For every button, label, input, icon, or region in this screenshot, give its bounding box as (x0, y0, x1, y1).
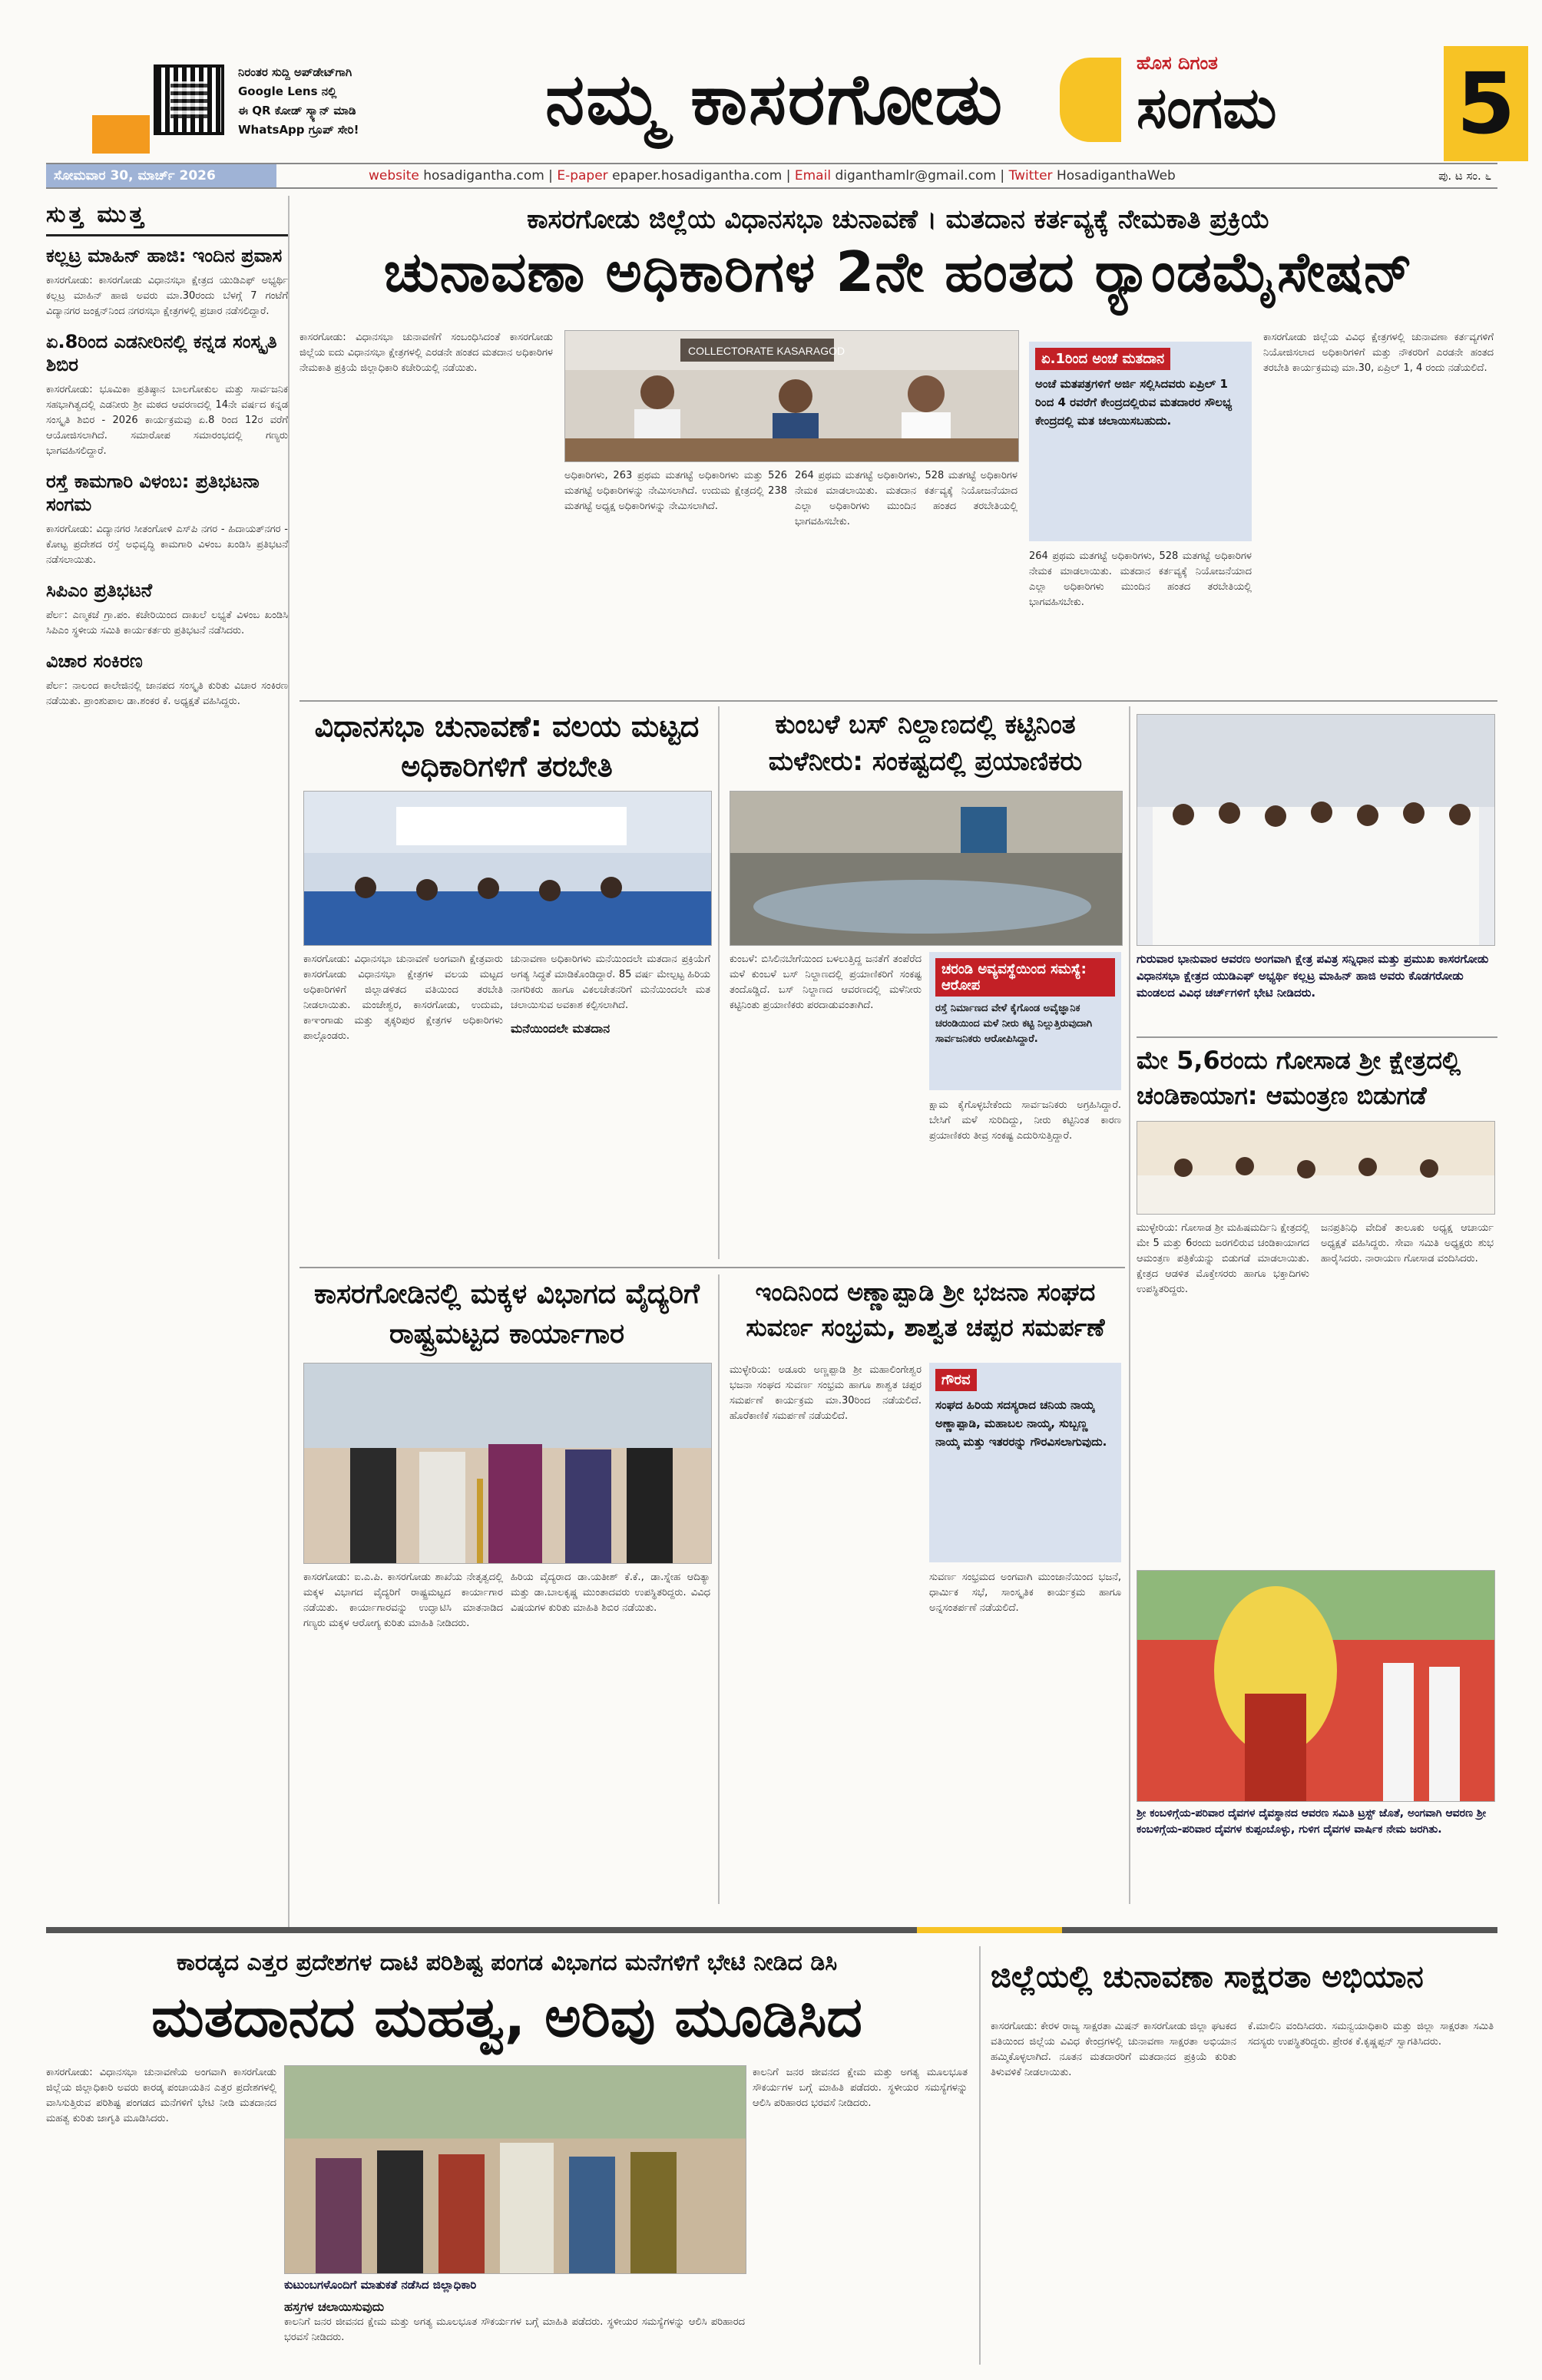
audience-head (601, 877, 622, 898)
person-head (1174, 1159, 1193, 1177)
yellow-accent (1060, 58, 1121, 142)
workshop-body: ಕಾಸರಗೋಡು: ಐ.ಎ.ಪಿ. ಕಾಸರಗೋಡು ಶಾಖೆಯ ನೇತೃತ್ವದಲ್ಲಿ ಮಕ್ಕಳ ವಿಭಾಗದ ವೈದ್ಯರಿಗೆ ರಾಷ್ಟ್ರಮಟ್ಟದ ಕಾರ್ಯಾಗಾರ ನಡೆಯಿತು. ಕಾರ್ಯಾಗಾರವನ್ನು ಉದ್ಘಾಟಿಸಿ ಮಾತನಾಡಿದ ಗಣ್ಯರು ಮಕ್ಕಳ ಆರೋಗ್ಯ ಕುರಿತು ಮಾಹಿತಿ ನೀಡಿದರು. (303, 1572, 503, 1629)
group-people (1137, 1175, 1494, 1214)
lead-body-right: 264 ಪ್ರಥಮ ಮತಗಟ್ಟೆ ಅಧಿಕಾರಿಗಳು, 528 ಮತಗಟ್ಟೆ ಅಧಿಕಾರಿಗಳ ನೇಮಕ ಮಾಡಲಾಯಿತು. ಮತದಾನ ಕರ್ತವ್ಯಕ್ಕೆ ನಿಯೋಜನೆಯಾದ ಎಲ್ಲಾ ಅಧಿಕಾರಿಗಳು ಮುಂದಿನ ಹಂತದ ತರಬೇತಿಯಲ್ಲಿ ಭಾಗವಹಿಸಬೇಕು. (795, 470, 1018, 527)
group-people (1153, 807, 1479, 945)
training-body-col2 (511, 952, 710, 1259)
lead-headline[interactable]: ಚುನಾವಣಾ ಅಧಿಕಾರಿಗಳ 2ನೇ ಹಂತದ ರ್‍ಯಾಂಡಮೈಸೇಷನ್ (383, 240, 1414, 304)
lead-kicker: ಕಾಸರಗೋಡು ಜಿಲ್ಲೆಯ ವಿಧಾನಸಭಾ ಚುನಾವಣೆ । ಮತದಾನ ಕರ್ತವ್ಯಕ್ಕೆ ನೇಮಕಾತಿ ಪ್ರಕ್ರಿಯೆ (527, 204, 1270, 235)
person-figure (488, 1444, 542, 1563)
brief-item (46, 470, 288, 568)
left-column-briefs (46, 196, 290, 1931)
person-head (1173, 804, 1194, 825)
brief-body: ಪೆರ್ಲ: ನಾಲಂದ ಕಾಲೇಜಿನಲ್ಲಿ ಜಾನಪದ ಸಂಸ್ಕೃತಿ ಕುರಿತು ವಿಚಾರ ಸಂಕಿರಣ ನಡೆಯಿತು. ಪ್ರಾಂಶುಪಾಲ ಡಾ.ಶಂಕರ ಕೆ. ಅಧ್ಯಕ್ಷತೆ ವಹಿಸಿದ್ದರು. (46, 680, 288, 707)
dc-visit-body2: ಕಾಲನಿಗೆ ಜನರ ಜೀವನದ ಕ್ಷೇಮ ಮತ್ತು ಅಗತ್ಯ ಮೂಲಭೂತ ಸೌಕರ್ಯಗಳ ಬಗ್ಗೆ ಮಾಹಿತಿ ಪಡೆದರು. ಸ್ಥಳೀಯರ ಸಮಸ್ಯೆಗಳನ್ನು ಆಲಿಸಿ ಪರಿಹಾರದ ಭರವಸೆ ನೀಡಿದರು. (753, 2067, 968, 2109)
info-bar (46, 163, 1497, 189)
column-divider (718, 706, 720, 1259)
bhajana-body2: ಸುವರ್ಣ ಸಂಭ್ರಮದ ಅಂಗವಾಗಿ ಮುಂಜಾನೆಯಿಂದ ಭಜನೆ, ಧಾರ್ಮಿಕ ಸಭೆ, ಸಾಂಸ್ಕೃತಿಕ ಕಾರ್ಯಕ್ರಮ ಹಾಗೂ ಅನ್ನಸಂತರ್ಪಣೆ ನಡೆಯಲಿದೆ. (929, 1572, 1121, 1614)
lead-body-left: ಕಾಸರಗೋಡು: ವಿಧಾನಸಭಾ ಚುನಾವಣೆಗೆ ಸಂಬಂಧಿಸಿದಂತೆ ಕಾಸರಗೋಡು ಜಿಲ್ಲೆಯ ಐದು ವಿಧಾನಸಭಾ ಕ್ಷೇತ್ರಗಳಲ್ಲಿ ಎರಡನೇ ಹಂತದ ಮತದಾನ ಅಧಿಕಾರಿಗಳ ನೇಮಕಾತಿ ಪ್ರಕ್ರಿಯೆ ಜಿಲ್ಲಾಧಿಕಾರಿ ಕಚೇರಿಯಲ್ಲಿ ನಡೆಯಿತು. (299, 332, 553, 374)
group-photo-graphic (1137, 715, 1494, 945)
dc-visit-headline[interactable]: ಮತದಾನದ ಮಹತ್ವ, ಅರಿವು ಮೂಡಿಸಿದ (151, 1985, 862, 2049)
person-figure (350, 1448, 396, 1563)
person-figure (565, 1449, 611, 1563)
backdrop-banner (304, 1364, 711, 1448)
lead-photo (564, 330, 1019, 462)
group-photo (1137, 714, 1495, 946)
supplement-name: ಸಂಗಮ (1137, 75, 1277, 141)
dc-visit-photo-graphic (285, 2066, 746, 2273)
contact-links: website hosadigantha.com | E-paper epaper.hosadigantha.com | Email diganthamlr@gmail.com | Twitter HosadiganthaWeb (369, 168, 1176, 183)
honour-box (929, 1363, 1121, 1562)
brief-item (46, 650, 288, 709)
person-head (1236, 1157, 1254, 1175)
brief-item (46, 330, 288, 459)
table-edge (565, 438, 1018, 461)
audience-head (416, 879, 438, 901)
chandika-body2: ಜನಪ್ರತಿನಿಧಿ ವೇದಿಕೆ ತಾಲೂಕು ಅಧ್ಯಕ್ಷ ಆಚಾರ್ಯ ಅಧ್ಯಕ್ಷತೆ ವಹಿಸಿದ್ದರು. ಸೇವಾ ಸಮಿತಿ ಅಧ್ಯಕ್ಷರು ಶುಭ ಹಾರೈಸಿದರು. ನಾರಾಯಣ ಗೋಸಾಡ ವಂದಿಸಿದರು. (1321, 1222, 1494, 1264)
flooded-road-graphic (730, 792, 1122, 945)
person-figure (627, 1448, 673, 1563)
stage-banner (396, 807, 627, 845)
audience-head (539, 880, 561, 901)
lamp-stand (477, 1479, 483, 1563)
box-text: ರಸ್ತೆ ನಿರ್ಮಾಣದ ವೇಳೆ ಕೈಗೊಂಡ ಅವೈಜ್ಞಾನಿಕ ಚರಂಡಿಯಿಂದ ಮಳೆ ನೀರು ಕಟ್ಟಿ ನಿಲ್ಲುತ್ತಿರುವುದಾಗಿ ಸಾರ್ವಜನಿಕರು ಆರೋಪಿಸಿದ್ದಾರೆ. (935, 1003, 1093, 1045)
bus-stand-headline[interactable]: ಕುಂಬಳೆ ಬಸ್ ನಿಲ್ದಾಣದಲ್ಲಿ ಕಟ್ಟಿನಿಂತ ಮಳೆನೀರು: ಸಂಕಷ್ಟದಲ್ಲಿ ಪ್ರಯಾಣಿಕರು (768, 709, 1083, 777)
water-puddle (753, 880, 1091, 934)
theyyam-photo (1137, 1570, 1495, 1802)
brief-body: ಕಾಸರಗೋಡು: ಭೂಮಿಕಾ ಪ್ರತಿಷ್ಠಾನ ಬಾಲಗೋಕುಲ ಮತ್ತು ಸಾರ್ವಜನಿಕ ಸಹಭಾಗಿತ್ವದಲ್ಲಿ ಎಡನೀರು ಶ್ರೀ ಮಠದ ಆವರಣದಲ್ಲಿ 14ನೇ ವರ್ಷದ ಕನ್ನಡ ಸಂಸ್ಕೃತಿ ಶಿಬಿರ - 2026 ಕಾರ್ಯಕ್ರಮವು ಏ.8 ರಿಂದ 12ರ ವರೆಗೆ ಆಯೋಜಿಸಲಾಗಿದೆ. ಸಮಾರೋಪ ಸಮಾರಂಭದಲ್ಲಿ ಗಣ್ಯರು ಭಾಗವಹಿಸಲಿದ್ದಾರೆ. (46, 384, 288, 457)
brief-headline[interactable]: ಸಿಪಿಎಂ ಪ್ರತಿಭಟನೆ (46, 580, 153, 601)
theyyam-photo-graphic (1137, 1571, 1494, 1801)
person-figure (377, 2150, 423, 2273)
person-figure (1383, 1663, 1414, 1801)
masthead (46, 46, 1516, 161)
audience-chairs (304, 891, 711, 945)
training-photo (303, 791, 712, 946)
lead-body-extra: 264 ಪ್ರಥಮ ಮತಗಟ್ಟೆ ಅಧಿಕಾರಿಗಳು, 528 ಮತಗಟ್ಟೆ ಅಧಿಕಾರಿಗಳ ನೇಮಕ ಮಾಡಲಾಯಿತು. ಮತದಾನ ಕರ್ತವ್ಯಕ್ಕೆ ನಿಯೋಜನೆಯಾದ ಎಲ್ಲಾ ಅಧಿಕಾರಿಗಳು ಮುಂದಿನ ಹಂತದ ತರಬೇತಿಯಲ್ಲಿ ಭಾಗವಹಿಸಬೇಕು. (1029, 550, 1252, 608)
group-photo-caption: ಗುರುವಾರ ಭಾನುವಾರ ಆವರಣ ಅಂಗವಾಗಿ ಕ್ಷೇತ್ರ ಪವಿತ್ರ ಸನ್ನಿಧಾನ ಮತ್ತು ಪ್ರಮುಖ ಕಾಸರಗೋಡು ವಿಧಾನಸಭಾ ಕ್ಷೇತ್ರದ ಯುಡಿಎಫ್ ಅಭ್ಯರ್ಥಿ ಕಲ್ಲಟ್ರ ಮಾಹಿನ್ ಹಾಜಿ ಅವರು ಕೊಡಗರೋಡು ಮಂಡಲದ ವಿವಿಧ ಚರ್ಚ್‌ಗಳಿಗೆ ಭೇಟಿ ನೀಡಿದರು. (1137, 952, 1489, 1000)
issue-date: ಸೋಮವಾರ 30, ಮಾರ್ಚ್ 2026 (46, 164, 276, 187)
person-head (1403, 802, 1425, 824)
workshop-headline[interactable]: ಕಾಸರಗೋಡಿನಲ್ಲಿ ಮಕ್ಕಳ ವಿಭಾಗದ ವೈದ್ಯರಿಗೆ ರಾಷ್ಟ್ರಮಟ್ಟದ ಕಾರ್ಯಾಗಾರ (314, 1278, 700, 1350)
box-title: ಗೌರವ (935, 1369, 977, 1391)
page-code: ಪು. ಟ ಸಂ. ೬ (1438, 169, 1491, 183)
divider (1137, 1036, 1497, 1038)
brand-logo (1137, 52, 1444, 143)
literacy-body2: ಕೆ.ಮಾಲಿನಿ ವಂದಿಸಿದರು. ಸಮನ್ವಯಾಧಿಕಾರಿ ಮತ್ತು ಜಿಲ್ಲಾ ಸಾಕ್ಷರತಾ ಸಮಿತಿ ಸದಸ್ಯರು ಉಪಸ್ಥಿತರಿದ್ದರು. ಪ್ರೇರಕ ಕೆ.ಕೃಷ್ಣಪ್ಪನ್ ಸ್ವಾಗತಿಸಿದರು. (1248, 2021, 1494, 2048)
theyyam-costume (1245, 1694, 1306, 1801)
workshop-photo (303, 1363, 712, 1564)
chandika-headline[interactable]: ಮೇ 5,6ರಂದು ಗೋಸಾಡ ಶ್ರೀ ಕ್ಷೇತ್ರದಲ್ಲಿ ಚಂಡಿಕಾಯಾಗ: ಆಮಂತ್ರಣ ಬಿಡುಗಡೆ (1137, 1046, 1461, 1110)
box-title: ಚರಂಡಿ ಅವ್ಯವಸ್ಥೆಯಿಂದ ಸಮಸ್ಯೆ: ಆರೋಪ (935, 958, 1115, 997)
bhajana-body: ಮುಳ್ಳೇರಿಯ: ಅಡೂರು ಅಣ್ಣಪ್ಪಾಡಿ ಶ್ರೀ ಮಹಾಲಿಂಗೇಶ್ವರ ಭಜನಾ ಸಂಘದ ಸುವರ್ಣ ಸಂಭ್ರಮ ಹಾಗೂ ಶಾಶ್ವತ ಚಪ್ಪರ ಸಮರ್ಪಣೆ ಕಾರ್ಯಕ್ರಮ ಮಾ.30ರಿಂದ ನಡೆಯಲಿದೆ. ಹೊರೆಕಾಣಿಕೆ ಸಮರ್ಪಣೆ ನಡೆಯಲಿದೆ. (730, 1364, 922, 1422)
theyyam-caption: ಶ್ರೀ ಕಂಬಳಿಗ್ಗೆಯ-ಪರಿವಾರ ದೈವಗಳ ದೈವಸ್ಥಾನದ ಆವರಣ ಸಮಿತಿ ಟ್ರಸ್ಟ್ ಜೊತೆ, ಅಂಗವಾಗಿ ಆವರಣ ಶ್ರೀ ಕಂಬಳಿಗ್ಗೆಯ-ಪರಿವಾರ ದೈವಗಳ ಕುಪ್ಪಂಬೊಳ್ಳು, ಗುಳಿಗ ದೈವಗಳ ವಾರ್ಷಿಕ ನೇಮ ಜರಗಿತು. (1137, 1807, 1487, 1836)
person-figure (569, 2157, 615, 2273)
literacy-headline[interactable]: ಜಿಲ್ಲೆಯಲ್ಲಿ ಚುನಾವಣಾ ಸಾಕ್ಷರತಾ ಅಭಿಯಾನ (991, 1959, 1424, 1995)
chandika-photo-graphic (1137, 1122, 1494, 1214)
bus-shape (961, 807, 1007, 853)
audience-head (355, 877, 376, 898)
brief-item (46, 579, 288, 639)
box-title: ಏ.1ರಿಂದ ಅಂಚೆ ಮತದಾನ (1035, 348, 1170, 370)
dc-visit-subhead: ಹಸ್ತಗಳ ಚಲಾಯಿಸುವುದು (284, 2299, 385, 2314)
chandika-photo (1137, 1121, 1495, 1215)
dc-visit-body: ಕಾಸರಗೋಡು: ವಿಧಾನಸಭಾ ಚುನಾವಣೆಯ ಅಂಗವಾಗಿ ಕಾಸರಗೋಡು ಜಿಲ್ಲೆಯ ಜಿಲ್ಲಾಧಿಕಾರಿ ಅವರು ಕಾರಡ್ಕ ಪಂಚಾಯತಿನ ಎತ್ತರ ಪ್ರದೇಶಗಳಲ್ಲಿ ವಾಸಿಸುತ್ತಿರುವ ಪರಿಶಿಷ್ಟ ಪಂಗಡದ ಮನೆಗಳಿಗೆ ಭೇಟಿ ನೀಡಿ ಮತದಾನದ ಮಹತ್ವ ಕುರಿತು ಜಾಗೃತಿ ಮೂಡಿಸಿದರು. (46, 2067, 276, 2124)
brief-headline[interactable]: ರಸ್ತೆ ಕಾಮಗಾರಿ ವಿಳಂಬ: ಪ್ರತಿಭಟನಾ ಸಂಗಮ (46, 471, 260, 515)
lead-story-heading (299, 201, 1497, 306)
training-body: ಕಾಸರಗೋಡು: ವಿಧಾನಸಭಾ ಚುನಾವಣೆ ಅಂಗವಾಗಿ ಕ್ಷೇತ್ರವಾರು ಕಾಸರಗೋಡು ವಿಧಾನಸಭಾ ಕ್ಷೇತ್ರಗಳ ವಲಯ ಮಟ್ಟದ ಅಧಿಕಾರಿಗಳಿಗೆ ಜಿಲ್ಲಾಡಳಿತದ ವತಿಯಿಂದ ತರಬೇತಿ ನೀಡಲಾಯಿತು. ಮಂಜೇಶ್ವರ, ಕಾಸರಗೋಡು, ಉದುಮ, ಕಾಞಂಗಾಡು ಮತ್ತು ತೃಕ್ಕರಿಪುರ ಕ್ಷೇತ್ರಗಳ ಅಧಿಕಾರಿಗಳು ಪಾಲ್ಗೊಂಡರು. (303, 954, 503, 1042)
divider (299, 1267, 1125, 1268)
person-head (1357, 805, 1378, 826)
section-title: ಸುತ್ತ ಮುತ್ತ (46, 196, 288, 236)
epaper-link[interactable]: epaper.hosadigantha.com (612, 168, 783, 183)
officials-photo-graphic (565, 331, 1018, 461)
lead-body-mid: ಅಧಿಕಾರಿಗಳು, 263 ಪ್ರಥಮ ಮತಗಟ್ಟೆ ಅಧಿಕಾರಿಗಳು ಮತ್ತು 526 ಮತಗಟ್ಟೆ ಅಧಿಕಾರಿಗಳನ್ನು ನೇಮಿಸಲಾಗಿದೆ. ಉದುಮ ಕ್ಷೇತ್ರದಲ್ಲಿ 238 ಮತಗಟ್ಟೆ ಅಧ್ಯಕ್ಷ ಅಧಿಕಾರಿಗಳನ್ನು ನೇಮಿಸಲಾಗಿದೆ. (564, 470, 787, 512)
qr-promo-text: ನಿರಂತರ ಸುದ್ದಿ ಅಪ್‌ಡೇಟ್‌ಗಾಗಿ Google Lens ನಲ್ಲಿ ಈ QR ಕೋಡ್ ಸ್ಕ್ಯಾನ್ ಮಾಡಿ WhatsApp ಗ್ರೂಪ್ ಸೇರಿ! (238, 65, 359, 137)
dc-visit-photo-caption: ಕುಟುಂಬಗಳೊಂದಿಗೆ ಮಾತುಕತೆ ನಡೆಸಿದ ಜಿಲ್ಲಾಧಿಕಾರಿ (284, 2278, 477, 2292)
page-number: 5 (1444, 46, 1528, 161)
dc-visit-body3: ಕಾಲನಿಗೆ ಜನರ ಜೀವನದ ಕ್ಷೇಮ ಮತ್ತು ಅಗತ್ಯ ಮೂಲಭೂತ ಸೌಕರ್ಯಗಳ ಬಗ್ಗೆ ಮಾಹಿತಿ ಪಡೆದರು. ಸ್ಥಳೀಯರ ಸಮಸ್ಯೆಗಳನ್ನು ಆಲಿಸಿ ಪರಿಹಾರದ ಭರವಸೆ ನೀಡಿದರು. (284, 2316, 745, 2343)
person-head (1420, 1159, 1438, 1178)
dc-visit-photo (284, 2065, 746, 2274)
literacy-body: ಕಾಸರಗೋಡು: ಕೇರಳ ರಾಜ್ಯ ಸಾಕ್ಷರತಾ ಮಿಷನ್ ಕಾಸರಗೋಡು ಜಿಲ್ಲಾ ಘಟಕದ ವತಿಯಿಂದ ಜಿಲ್ಲೆಯ ವಿವಿಧ ಕೇಂದ್ರಗಳಲ್ಲಿ ಚುನಾವಣಾ ಸಾಕ್ಷರತಾ ಅಭಿಯಾನ ಹಮ್ಮಿಕೊಳ್ಳಲಾಗಿದೆ. ನೂತನ ಮತದಾರರಿಗೆ ಮತದಾನದ ಪ್ರಕ್ರಿಯೆ ಕುರಿತು ತಿಳುವಳಿಕೆ ನೀಡಲಾಯಿತು. (991, 2021, 1236, 2078)
brief-headline[interactable]: ಕಲ್ಲಟ್ರ ಮಾಹಿನ್ ಹಾಜಿ: ಇಂದಿನ ಪ್ರವಾಸ (46, 245, 283, 266)
person-figure (316, 2158, 362, 2273)
page-title: ನಮ್ಮ ಕಾಸರಗೋಡು (545, 58, 1004, 140)
brand-name: ಹೊಸ ದಿಗಂತ (1137, 52, 1218, 74)
column-divider (1129, 706, 1130, 1904)
dc-visit-kicker: ಕಾರಡ್ಕದ ಎತ್ತರ ಪ್ರದೇಶಗಳ ದಾಟಿ ಪರಿಶಿಷ್ಟ ಪಂಗಡ ವಿಭಾಗದ ಮನೆಗಳಿಗೆ ಭೇಟಿ ನೀಡಿದ ಡಿಸಿ (176, 1949, 838, 1976)
training-body2: ಚುನಾವಣಾ ಅಧಿಕಾರಿಗಳು ಮನೆಯಿಂದಲೇ ಮತದಾನ ಪ್ರಕ್ರಿಯೆಗೆ ಅಗತ್ಯ ಸಿದ್ಧತೆ ಮಾಡಿಕೊಂಡಿದ್ದಾರೆ. 85 ವರ್ಷ ಮೇಲ್ಪಟ್ಟ ಹಿರಿಯ ನಾಗರಿಕರು ಹಾಗೂ ವಿಕಲಚೇತನರಿಗೆ ಮನೆಯಿಂದಲೇ ಮತ ಚಲಾಯಿಸುವ ಅವಕಾಶ ಕಲ್ಪಿಸಲಾಗಿದೆ. (511, 954, 710, 1011)
person-head (1358, 1158, 1377, 1176)
person-head (1265, 805, 1286, 827)
column-divider (718, 1274, 720, 1904)
column-divider (979, 1946, 981, 2365)
audience-head (478, 878, 499, 899)
dc-visit-lower (284, 2299, 745, 2365)
drainage-box (929, 952, 1121, 1090)
workshop-body2: ಹಿರಿಯ ವೈದ್ಯರಾದ ಡಾ.ಯತೀಶ್ ಕೆ.ಕೆ., ಡಾ.ಸ್ನೇಹ ಆದಿತ್ಯಾ ಮತ್ತು ಡಾ.ಬಾಲಕೃಷ್ಣ ಮುಂತಾದವರು ಉಪಸ್ಥಿತರಿದ್ದರು. ವಿವಿಧ ವಿಷಯಗಳ ಕುರಿತು ಮಾಹಿತಿ ಶಿಬಿರ ನಡೆಯಿತು. (511, 1572, 710, 1614)
person-head (640, 375, 674, 409)
brief-body: ಕಾಸರಗೋಡು: ವಿದ್ಯಾನಗರ ಸೀತಂಗೋಳಿ ಎಸ್‌ಪಿ ನಗರ - ಹಿದಾಯತ್‌ನಗರ - ಕೋಟ್ಟ ಪ್ರದೇಶದ ರಸ್ತೆ ಅಭಿವೃದ್ಧಿ ಕಾಮಗಾರಿ ವಿಳಂಬ ಖಂಡಿಸಿ ಪ್ರತಿಭಟನೆ ನಡೆಸಲಾಯಿತು. (46, 524, 288, 566)
training-subhead: ಮನೆಯಿಂದಲೇ ಮತದಾನ (511, 1021, 611, 1036)
person-head (779, 379, 812, 413)
brief-body: ಕಾಸರಗೋಡು: ಕಾಸರಗೋಡು ವಿಧಾನಸಭಾ ಕ್ಷೇತ್ರದ ಯುಡಿಎಫ್ ಅಭ್ಯರ್ಥಿ ಕಲ್ಲಟ್ರ ಮಾಹಿನ್ ಹಾಜಿ ಅವರು ಮಾ.30ರಂದು ಬೆಳಗ್ಗೆ 7 ಗಂಟೆಗೆ ವಿದ್ಯಾನಗರ ಜಂಕ್ಷನ್‌ನಿಂದ ನಗರಸಭಾ ಕ್ಷೇತ್ರಗಳಲ್ಲಿ ಪ್ರಚಾರ ನಡೆಸಲಿದ್ದಾರೆ. (46, 275, 288, 317)
person-figure (419, 1452, 465, 1563)
building-wall (1137, 715, 1494, 807)
chandika-body: ಮುಳ್ಳೇರಿಯ: ಗೋಸಾಡ ಶ್ರೀ ಮಹಿಷಮರ್ದಿನಿ ಕ್ಷೇತ್ರದಲ್ಲಿ ಮೇ 5 ಮತ್ತು 6ರಂದು ಜರಗಲಿರುವ ಚಂಡಿಕಾಯಾಗದ ಆಮಂತ್ರಣ ಪತ್ರಿಕೆಯನ್ನು ಬಿಡುಗಡೆ ಮಾಡಲಾಯಿತು. ಕ್ಷೇತ್ರದ ಆಡಳಿತ ಮೊಕ್ತೇಸರರು ಹಾಗೂ ಭಕ್ತಾದಿಗಳು ಉಪಸ್ಥಿತರಿದ್ದರು. (1137, 1222, 1309, 1295)
person-head (1297, 1160, 1315, 1178)
box-text: ಸಂಘದ ಹಿರಿಯ ಸದಸ್ಯರಾದ ಚನಿಯ ನಾಯ್ಕ ಅಣ್ಣಾಪ್ಪಾಡಿ, ಮಹಾಬಲ ನಾಯ್ಕ, ಸುಬ್ಬಣ್ಣ ನಾಯ್ಕ ಮತ್ತು ಇತರರನ್ನು ಗೌರವಿಸಲಾಗುವುದು. (935, 1398, 1107, 1449)
training-headline[interactable]: ವಿಧಾನಸಭಾ ಚುನಾವಣೆ: ವಲಯ ಮಟ್ಟದ ಅಧಿಕಾರಿಗಳಿಗೆ ತರಬೇತಿ (314, 709, 700, 783)
website-link[interactable]: hosadigantha.com (423, 168, 544, 183)
person-figure (1429, 1667, 1460, 1801)
brief-headline[interactable]: ವಿಚಾರ ಸಂಕಿರಣ (46, 650, 143, 672)
divider (299, 700, 1497, 702)
person-figure (630, 2152, 677, 2273)
box-text: ಅಂಚೆ ಮತಪತ್ರಗಳಿಗೆ ಅರ್ಜಿ ಸಲ್ಲಿಸಿದವರು ಏಪ್ರಿಲ್ 1 ರಿಂದ 4 ರವರೆಗೆ ಕೇಂದ್ರದಲ್ಲಿರುವ ಮತದಾರರ ಸೌಲಭ್ಯ ಕೇಂದ್ರದಲ್ಲಿ ಮತ ಚಲಾಯಿಸಬಹುದು. (1035, 377, 1233, 428)
workshop-photo-graphic (304, 1364, 711, 1563)
collectorate-sign-text: COLLECTORATE KASARAGOD (688, 345, 845, 357)
postal-vote-box (1029, 342, 1252, 541)
twitter-link[interactable]: HosadiganthaWeb (1056, 168, 1176, 183)
qr-code-icon[interactable] (154, 64, 224, 135)
brief-body: ಪೆರ್ಲ: ಎಣ್ಮಕಜೆ ಗ್ರಾ.ಪಂ. ಕಚೇರಿಯಿಂದ ದಾಖಲೆ ಲಭ್ಯತೆ ವಿಳಂಬ ಖಂಡಿಸಿ ಸಿಪಿಎಂ ಸ್ಥಳೀಯ ಸಮಿತಿ ಕಾರ್ಯಕರ್ತರು ಪ್ರತಿಭಟನೆ ನಡೆಸಿದರು. (46, 610, 288, 636)
brief-headline[interactable]: ಏ.8ರಿಂದ ಎಡನೀರಿನಲ್ಲಿ ಕನ್ನಡ ಸಂಸ್ಕೃತಿ ಶಿಬಿರ (46, 331, 277, 375)
training-photo-graphic (304, 792, 711, 945)
bus-body2: ಕ್ಷಾಮ ಕೈಗೊಳ್ಳಬೇಕೆಂದು ಸಾರ್ವಜನಿಕರು ಅಗ್ರಹಿಸಿದ್ದಾರೆ. ಬೇಸಿಗೆ ಮಳೆ ಸುರಿದಿದ್ದು, ನೀರು ಕಟ್ಟಿನಿಂತ ಕಾರಣ ಪ್ರಯಾಣಿಕರು ತೀವ್ರ ಸಂಕಷ್ಟ ಎದುರಿಸುತ್ತಿದ್ದಾರೆ. (929, 1099, 1121, 1142)
bus-body: ಕುಂಬಳೆ: ಬಿಸಿಲಿನಬೇಗೆಯಿಂದ ಬಳಲುತ್ತಿದ್ದ ಜನತೆಗೆ ತಂಪೆರೆದ ಮಳೆ ಕುಂಬಳೆ ಬಸ್ ನಿಲ್ದಾಣದಲ್ಲಿ ಪ್ರಯಾಣಿಕರಿಗೆ ಸಂಕಷ್ಟ ತಂದೊಡ್ಡಿದೆ. ಬಸ್ ನಿಲ್ದಾಣದ ಆವರಣದಲ್ಲಿ ಮಳೆನೀರು ಕಟ್ಟಿನಿಂತು ಪ್ರಯಾಣಿಕರು ಪರದಾಡುವಂತಾಗಿದೆ. (730, 954, 922, 1011)
bus-stand-photo (730, 791, 1123, 946)
orange-accent-block (92, 115, 150, 154)
section-stripe (46, 1927, 1497, 1933)
person-head (1219, 802, 1240, 824)
person-head (908, 375, 945, 412)
brief-item (46, 244, 288, 319)
person-figure (500, 2143, 554, 2273)
lead-body-far-right: ಕಾಸರಗೋಡು ಜಿಲ್ಲೆಯ ವಿವಿಧ ಕ್ಷೇತ್ರಗಳಲ್ಲಿ ಚುನಾವಣಾ ಕರ್ತವ್ಯಗಳಿಗೆ ನಿಯೋಜಿಸಲಾದ ಅಧಿಕಾರಿಗಳಿಗೆ ಮತ್ತು ನೌಕರರಿಗೆ ಎರಡನೇ ಹಂತದ ತರಬೇತಿ ಕಾರ್ಯಕ್ರಮವು ಮಾ.30, ಏಪ್ರಿಲ್ 1, 4 ರಂದು ನಡೆಯಲಿದೆ. (1263, 332, 1494, 374)
person-figure (438, 2154, 485, 2273)
bhajana-headline[interactable]: ಇಂದಿನಿಂದ ಅಣ್ಣಾಪ್ಪಾಡಿ ಶ್ರೀ ಭಜನಾ ಸಂಘದ ಸುವರ್ಣ ಸಂಭ್ರಮ, ಶಾಶ್ವತ ಚಪ್ಪರ ಸಮರ್ಪಣೆ (746, 1278, 1105, 1342)
person-head (1449, 804, 1471, 825)
email-link[interactable]: diganthamlr@gmail.com (835, 168, 997, 183)
person-head (1311, 802, 1332, 823)
